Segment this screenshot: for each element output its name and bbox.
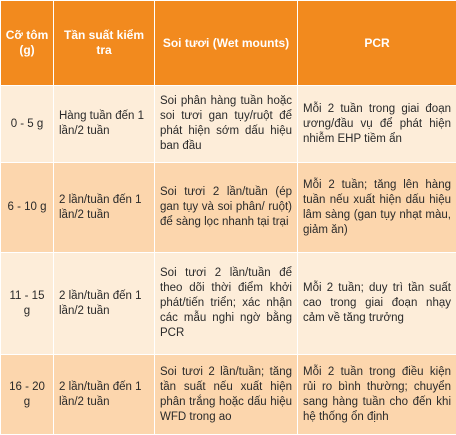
cell-wet-mounts: Soi phân hàng tuần hoặc soi tươi gan tụy/ruột để phát hiện sớm dấu hiệu ban đầu bbox=[155, 86, 298, 163]
header-wet-mounts: Soi tươi (Wet mounts) bbox=[155, 1, 298, 86]
cell-pcr: Mỗi 2 tuần trong điều kiện rủi ro bình thường; chuyển sang hàng tuần cho đến khi hệ thống ổn định bbox=[298, 355, 456, 435]
cell-test-frequency: 2 lần/tuần đến 1 lần/2 tuần bbox=[54, 355, 155, 435]
cell-pcr: Mỗi 2 tuần; tăng lên hàng tuần nếu xuất hiện dấu hiệu lâm sàng (gan tụy nhạt màu, giảm ăn) bbox=[298, 163, 456, 253]
table-body bbox=[1, 86, 456, 435]
cell-test-frequency: 2 lần/tuần đến 1 lần/2 tuần bbox=[54, 163, 155, 253]
header-test-frequency: Tần suất kiểm tra bbox=[54, 1, 155, 86]
table-row bbox=[1, 355, 456, 435]
cell-pcr: Mỗi 2 tuần trong giai đoạn ương/đầu vụ để phát hiện nhiễm EHP tiềm ẩn bbox=[298, 86, 456, 163]
cell-shrimp-size: 6 - 10 g bbox=[1, 163, 54, 253]
header-shrimp-size: Cỡ tôm (g) bbox=[1, 1, 54, 86]
header-pcr: PCR bbox=[298, 1, 456, 86]
cell-shrimp-size: 16 - 20 g bbox=[1, 355, 54, 435]
cell-shrimp-size: 11 - 15 g bbox=[1, 253, 54, 355]
cell-wet-mounts: Soi tươi 2 lần/tuần để theo dõi thời điểm khởi phát/tiến triển; xác nhận các mẫu nghi ngờ bằng PCR bbox=[155, 253, 298, 355]
header-row bbox=[1, 1, 456, 86]
cell-shrimp-size: 0 - 5 g bbox=[1, 86, 54, 163]
cell-test-frequency: Hàng tuần đến 1 lần/2 tuần bbox=[54, 86, 155, 163]
table-row bbox=[1, 163, 456, 253]
cell-wet-mounts: Soi tươi 2 lần/tuần; tăng tần suất nếu xuất hiện phân trắng hoặc dấu hiệu WFD trong ao bbox=[155, 355, 298, 435]
table-row bbox=[1, 253, 456, 355]
cell-wet-mounts: Soi tươi 2 lần/tuần (ép gan tụy và soi phân/ ruột) để sàng lọc nhanh tại trại bbox=[155, 163, 298, 253]
cell-test-frequency: 2 lần/tuần đến 1 lần/2 tuần bbox=[54, 253, 155, 355]
cell-pcr: Mỗi 2 tuần; duy trì tần suất cao trong giai đoạn nhạy cảm về tăng trưởng bbox=[298, 253, 456, 355]
table-row bbox=[1, 86, 456, 163]
table-header bbox=[1, 1, 456, 86]
